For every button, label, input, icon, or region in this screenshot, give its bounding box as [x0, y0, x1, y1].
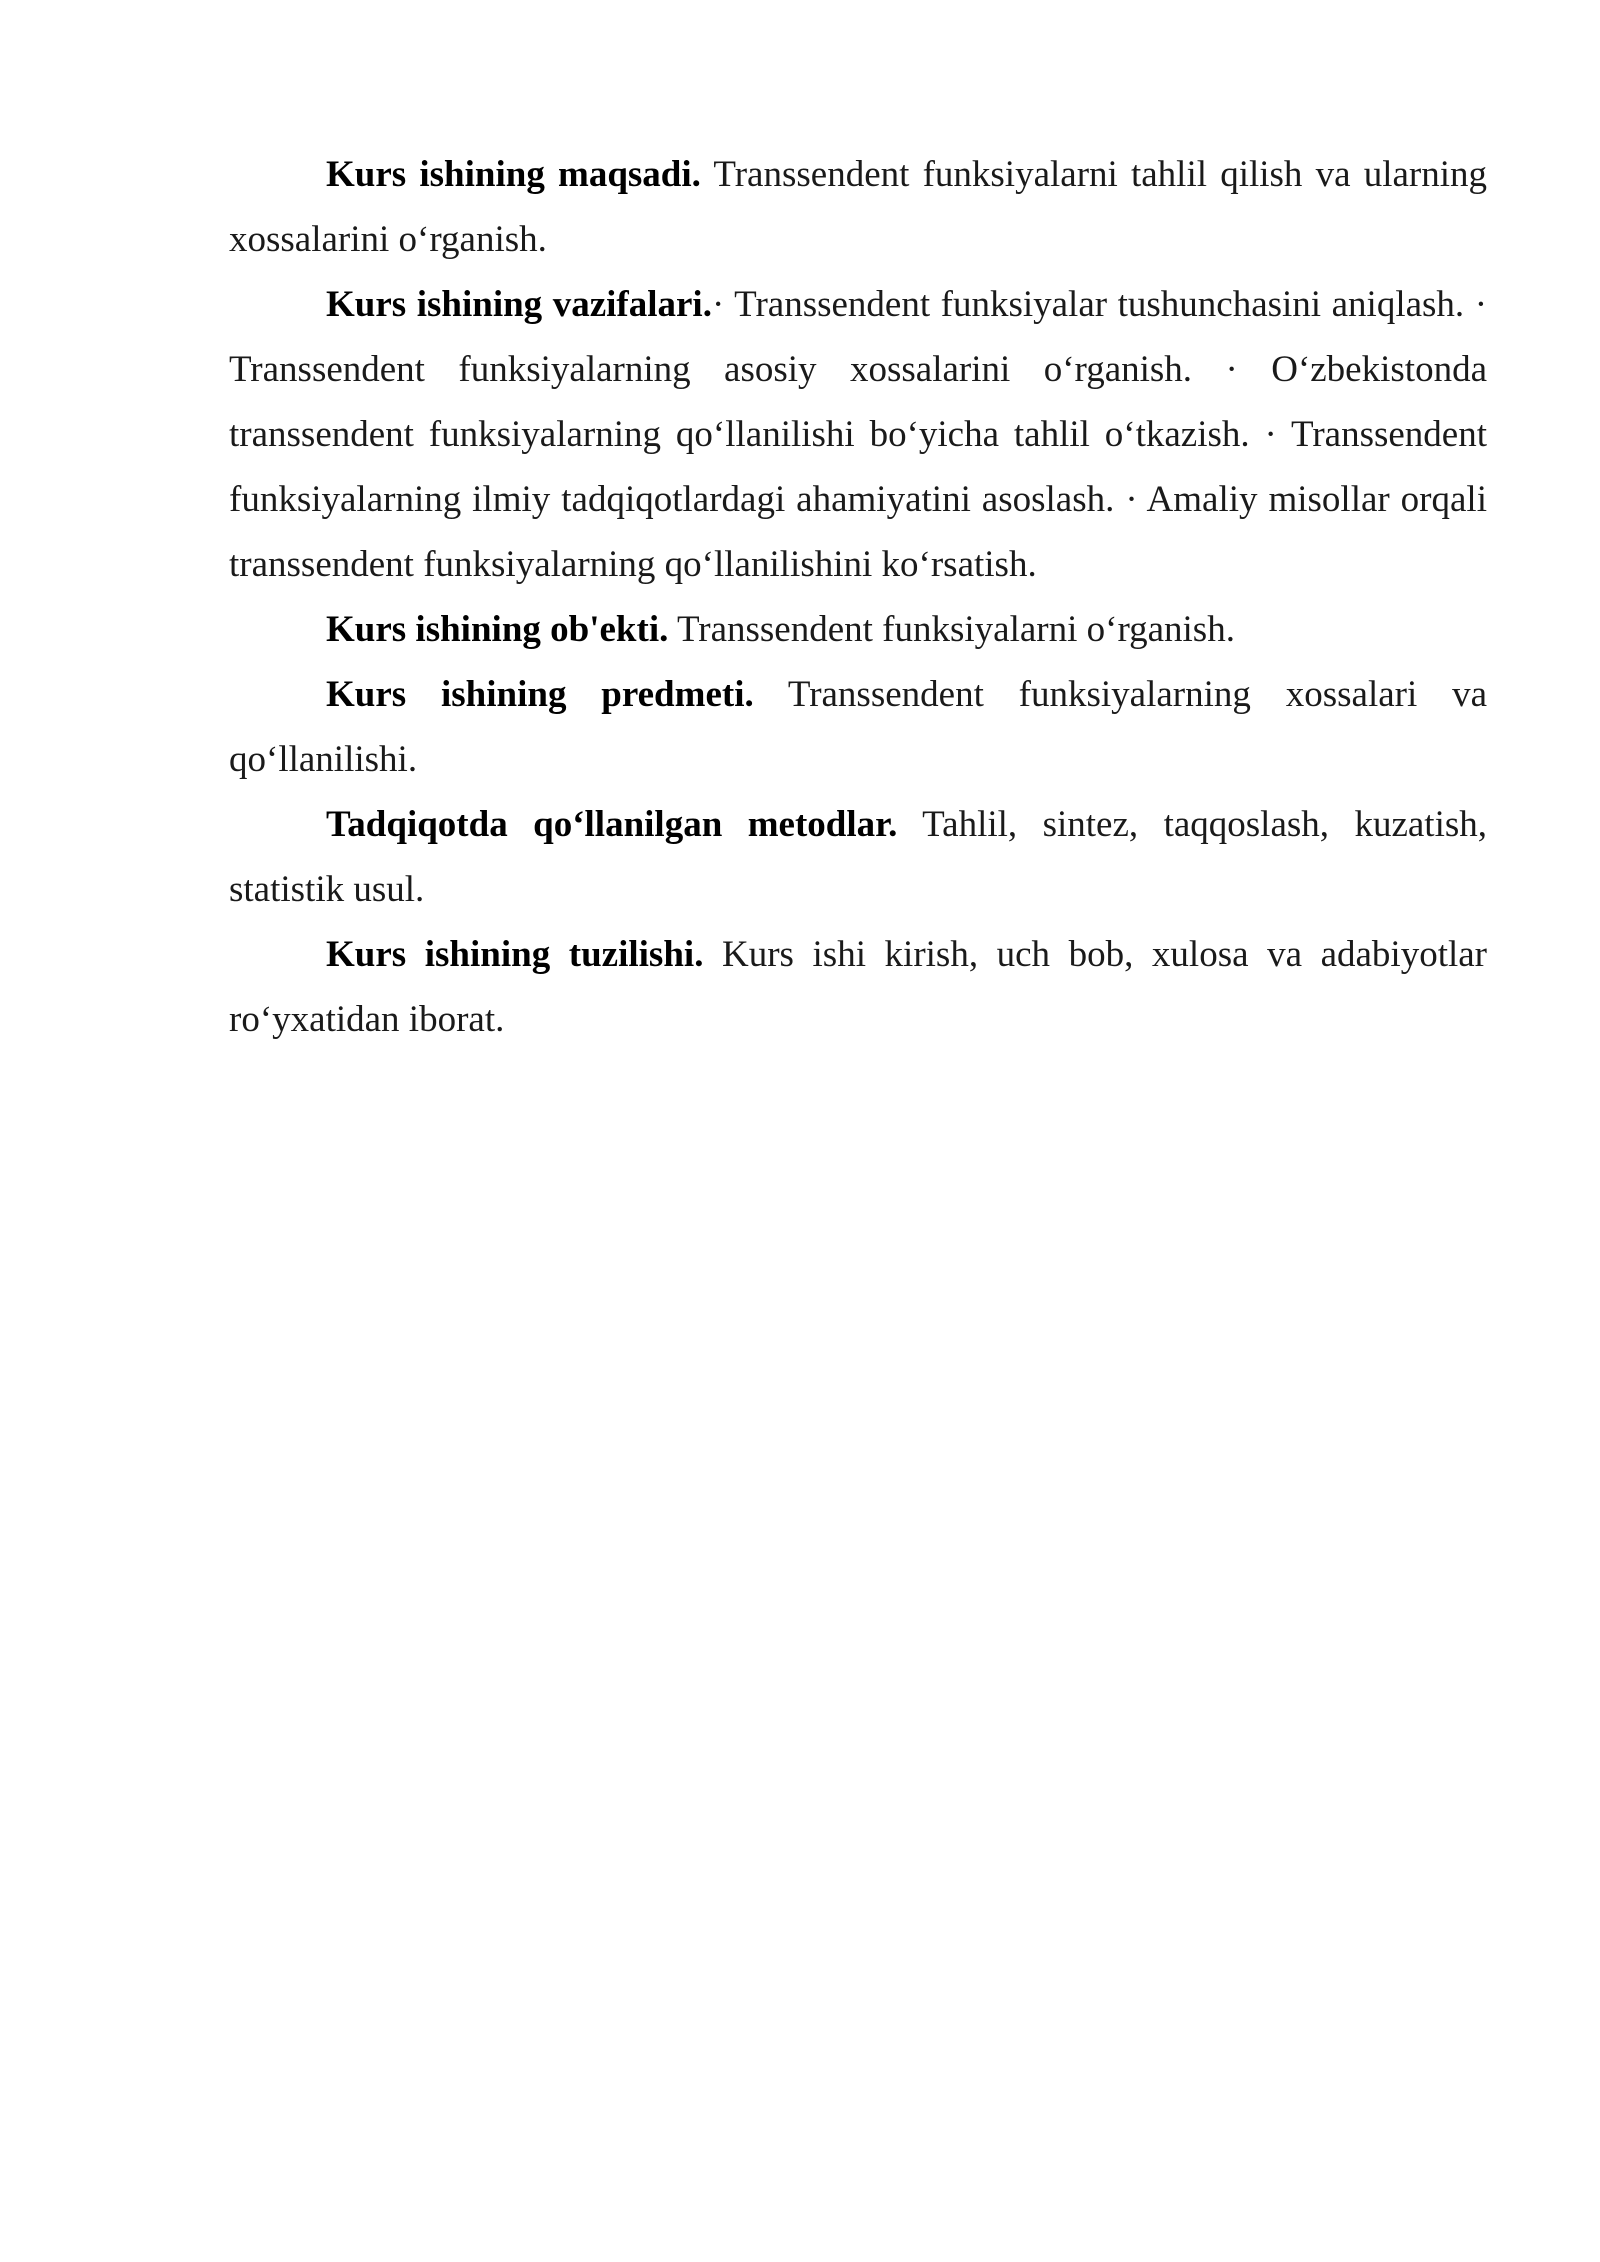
paragraph-predmet [229, 662, 1487, 792]
paragraph-metodlar [229, 792, 1487, 922]
paragraph-text: · Transsendent funksiyalar tushunchasini aniqlash. · Transsendent funksiyalarning asosiy xossalarini o‘rganish. · O‘zbekistonda transsendent funksiyalarning qo‘llanilishi bo‘yicha tahlil o‘tkazish. · Transsendent funksiyalarning ilmiy tadqiqotlardagi ahamiyatini asoslash. · Amaliy misollar orqali transsendent funksiyalarning qo‘llanilishini ko‘rsatish. [229, 284, 1488, 585]
paragraph-heading: Kurs ishining vazifalari. [326, 284, 712, 325]
paragraph-heading: Kurs ishining maqsadi. [326, 154, 701, 195]
paragraph-heading: Kurs ishining ob'ekti. [326, 609, 669, 650]
document-body [229, 142, 1487, 1052]
paragraph-heading: Kurs ishining tuzilishi. [326, 934, 704, 975]
paragraph-text: Tahlil, sintez, taqqoslash, kuzatish, statistik usul. [229, 804, 1487, 910]
paragraph-tuzilish [229, 922, 1487, 1052]
paragraph-text: Transsendent funksiyalarning xossalari va qo‘llanilishi. [229, 674, 1487, 780]
paragraph-text: Kurs ishi kirish, uch bob, xulosa va adabiyotlar ro‘yxatidan iborat. [229, 934, 1487, 1040]
paragraph-heading: Tadqiqotda qo‘llanilgan metodlar. [326, 804, 898, 845]
paragraph-text: Transsendent funksiyalarni o‘rganish. [668, 609, 1235, 650]
paragraph-vazifalar [229, 272, 1487, 597]
paragraph-heading: Kurs ishining predmeti. [326, 674, 754, 715]
paragraph-obekt [229, 597, 1487, 662]
paragraph-maqsad [229, 142, 1487, 272]
paragraph-text: Transsendent funksiyalarni tahlil qilish va ularning xossalarini o‘rganish. [229, 154, 1488, 260]
